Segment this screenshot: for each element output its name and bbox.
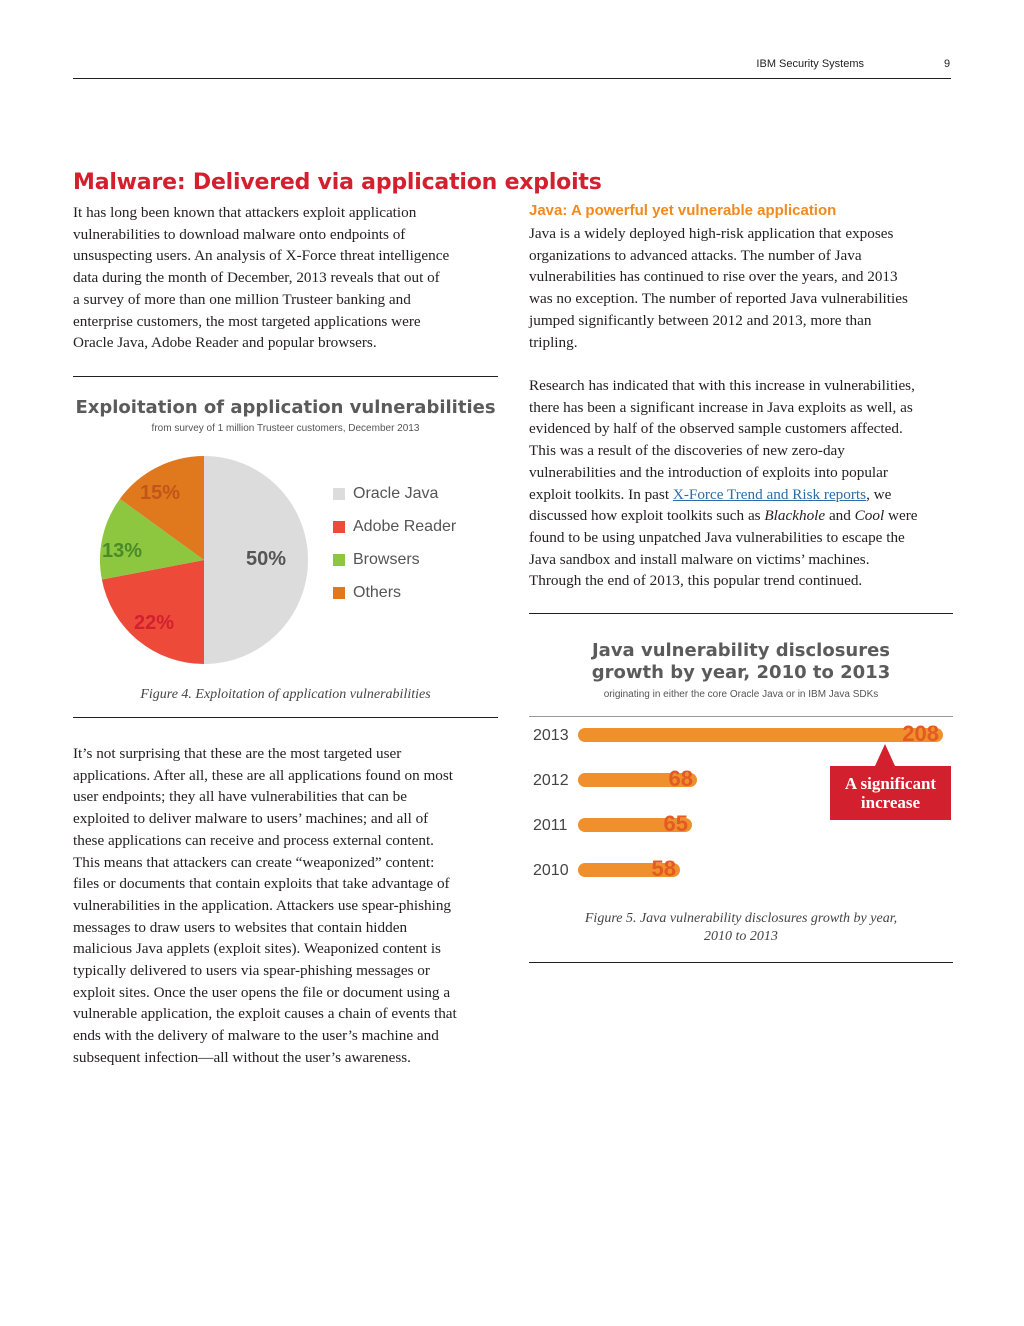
figure4-caption: Figure 4. Exploitation of application vulnerabilities: [140, 687, 431, 702]
text-line: Java sandbox and install malware on victims’ machines.: [529, 550, 870, 568]
significant-increase-callout: [830, 766, 951, 820]
figure4-bottom-rule: [73, 717, 498, 718]
text-line: vulnerabilities in the application. Attackers use spear-phishing: [73, 896, 452, 914]
legend-label: Others: [353, 584, 402, 601]
caption-line: Figure 5. Java vulnerability disclosures growth by year,: [584, 911, 898, 926]
legend-label: Browsers: [353, 551, 420, 568]
bar-chart-title-line2: growth by year, 2010 to 2013: [591, 662, 891, 683]
body-paragraph: [73, 743, 513, 1069]
header-rule: [73, 78, 951, 79]
text-line: Java is a widely deployed high-risk application that exposes: [529, 225, 894, 242]
legend-label: Oracle Java: [353, 485, 439, 502]
legend-item-adobe-reader: [333, 518, 456, 536]
java-subheading: Java: A powerful yet vulnerable application: [529, 202, 837, 219]
text-line: a survey of more than one million Trusteer banking and: [73, 290, 411, 308]
legend-item-browsers: [333, 551, 420, 569]
pie-label-browsers: 13%: [102, 540, 143, 562]
toolkit-name-cool: Cool: [854, 507, 885, 525]
text-line: evidenced by half of the observed sample customers affected.: [529, 420, 903, 438]
text-line: exploited to deliver malware to users’ machines; and all of: [73, 810, 429, 828]
legend-swatch: [333, 554, 345, 566]
text-line: messages to draw users to websites that contain hidden: [73, 918, 408, 936]
text-line: there has been a significant increase in Java exploits as well, as: [529, 398, 913, 416]
text-fragment: , we: [866, 485, 892, 503]
pie-label-oracle-java: 50%: [246, 548, 287, 570]
figure5-bottom-rule: [529, 962, 953, 963]
text-line: [529, 484, 959, 506]
legend-swatch: [333, 488, 345, 500]
bar-chart-title-line1: Java vulnerability disclosures: [591, 640, 891, 661]
pie-chart-title: Exploitation of application vulnerabilities: [75, 397, 496, 418]
text-fragment: discussed how exploit toolkits such as: [529, 507, 765, 525]
legend-label: Adobe Reader: [353, 518, 457, 535]
text-line: vulnerabilities and the introduction of exploits into popular: [529, 463, 888, 481]
figure5-caption: [529, 910, 953, 946]
bar-chart-subtitle: originating in either the core Oracle Java or in IBM Java SDKs: [603, 689, 879, 700]
text-line: unsuspecting users. An analysis of X-Force threat intelligence: [73, 247, 450, 265]
figure5-subtitle-rule: [529, 716, 953, 717]
section-title: Malware: Delivered via application exploits: [73, 170, 602, 195]
legend-swatch: [333, 587, 345, 599]
text-line: [529, 505, 959, 527]
pie-chart-subtitle: from survey of 1 million Trusteer customers, December 2013: [151, 423, 420, 434]
text-line: It’s not surprising that these are the most targeted user: [73, 745, 402, 762]
bar-year-2012: 2012: [533, 772, 569, 789]
text-line: Through the end of 2013, this popular trend continued.: [529, 572, 863, 590]
text-line: organizations to advanced attacks. The number of Java: [529, 246, 862, 264]
intro-paragraph: [73, 202, 513, 354]
text-line: malicious Java applets (exploit sites). Weaponized content is: [73, 940, 441, 958]
callout-line: A significant: [844, 774, 937, 793]
legend-item-oracle-java: [333, 485, 438, 503]
text-line: subsequent infection—all without the user’s awareness.: [73, 1048, 411, 1066]
text-line: found to be using unpatched Java vulnerabilities to escape the: [529, 528, 905, 546]
callout-line: increase: [860, 793, 921, 812]
bar-year-2013: 2013: [533, 727, 569, 744]
callout-arrow: [875, 744, 895, 766]
bar-2013: [578, 728, 943, 742]
legend-item-others: [333, 584, 401, 602]
bar-value-2012: 68: [668, 766, 693, 791]
bar-value-2013: 208: [902, 721, 939, 746]
bar-year-2010: 2010: [533, 862, 569, 879]
page-number: 9: [944, 58, 951, 70]
bar-year-2011: 2011: [533, 817, 568, 834]
text-line: was no exception. The number of reported Java vulnerabilities: [529, 290, 908, 308]
text-line: Research has indicated that with this increase in vulnerabilities,: [529, 377, 915, 394]
text-line: vulnerabilities has continued to rise over the years, and 2013: [529, 268, 898, 286]
text-fragment: and: [825, 507, 855, 525]
text-line: This was a result of the discoveries of new zero-day: [529, 442, 845, 460]
text-line: It has long been known that attackers exploit application: [73, 204, 417, 221]
text-line: data during the month of December, 2013 reveals that out of: [73, 269, 440, 287]
text-line: these applications can receive and process external content.: [73, 831, 434, 849]
java-paragraph-2: [529, 375, 959, 592]
text-line: Oracle Java, Adobe Reader and popular browsers.: [73, 334, 377, 352]
text-line: files or documents that contain exploits that take advantage of: [73, 875, 450, 893]
header-company: IBM Security Systems: [756, 58, 864, 70]
legend-swatch: [333, 521, 345, 533]
pie-label-adobe-reader: 22%: [134, 612, 175, 634]
text-line: vulnerable application, the exploit causes a chain of events that: [73, 1005, 457, 1023]
bar-value-2011: 65: [663, 811, 688, 836]
text-line: typically delivered to users via spear-phishing messages or: [73, 962, 430, 980]
caption-line: 2010 to 2013: [704, 929, 778, 944]
text-line: user endpoints; they all have vulnerabilities that can be: [73, 788, 408, 806]
xforce-report-link[interactable]: X-Force Trend and Risk reports: [672, 485, 867, 503]
text-line: enterprise customers, the most targeted applications were: [73, 312, 421, 330]
figure5-top-rule: [529, 613, 953, 614]
text-line: tripling.: [529, 333, 578, 351]
bar-value-2010: 58: [651, 856, 676, 881]
java-paragraph-1: [529, 223, 959, 353]
text-line: exploit sites. Once the user opens the file or document using a: [73, 983, 451, 1001]
text-line: This means that attackers can create “weaponized” content:: [73, 853, 435, 871]
text-line: applications. After all, these are all applications found on most: [73, 766, 454, 784]
text-line: jumped significantly between 2012 and 2013, more than: [529, 311, 872, 329]
text-line: ends with the delivery of malware to the user’s machine and: [73, 1027, 439, 1045]
text-fragment: were: [884, 507, 918, 525]
text-line: vulnerabilities to download malware onto endpoints of: [73, 225, 406, 243]
toolkit-name-blackhole: Blackhole: [764, 507, 826, 525]
pie-label-others: 15%: [140, 482, 181, 504]
text-fragment: exploit toolkits. In past: [529, 485, 673, 503]
figure4-top-rule: [73, 376, 498, 377]
